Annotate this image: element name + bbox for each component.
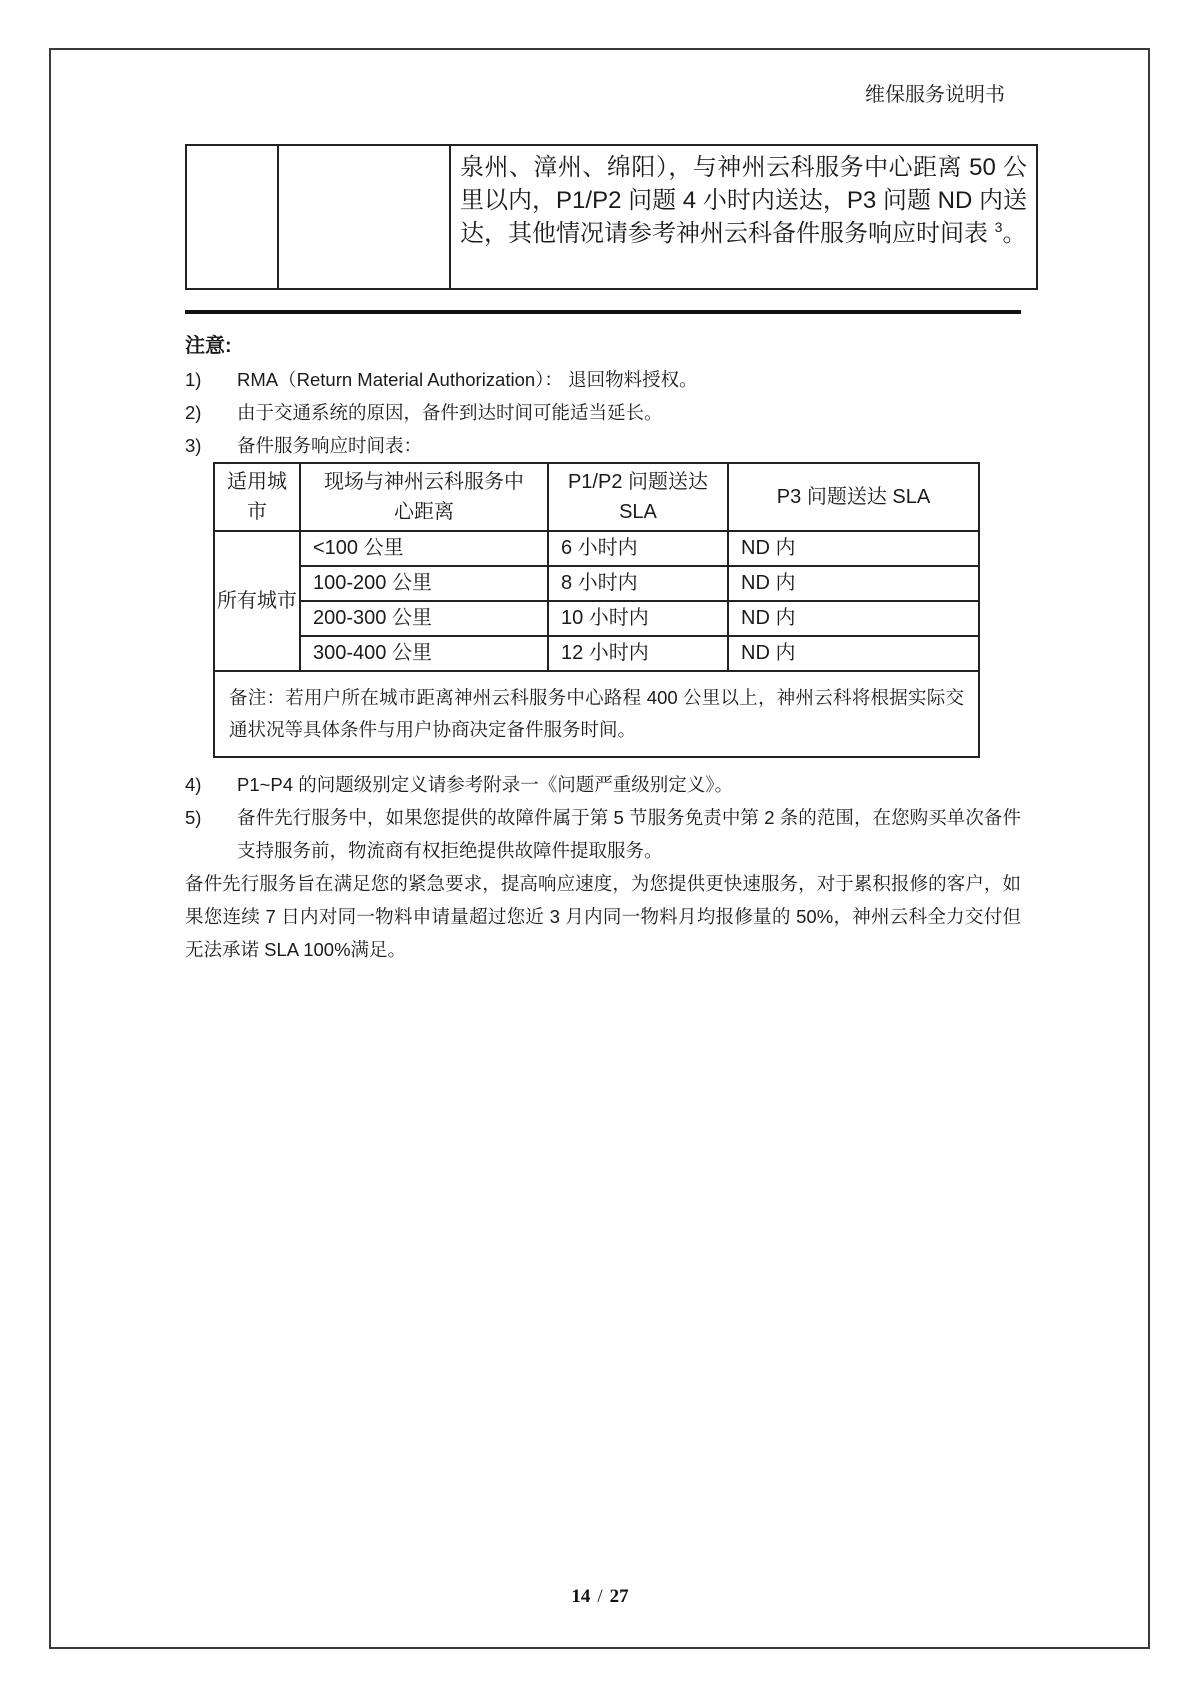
- list-item-3: [185, 429, 1021, 462]
- list-item-text: P1~P4 的问题级别定义请参考附录一《问题严重级别定义》。: [237, 774, 733, 795]
- page-number-total: 27: [609, 1586, 629, 1607]
- list-item-1: [185, 363, 1021, 396]
- list-item-text: 由于交通系统的原因，备件到达时间可能适当延长。: [237, 402, 663, 423]
- continuation-table: [185, 144, 1038, 290]
- distance-cell: <100 公里: [300, 531, 548, 566]
- column-header-distance: 现场与神州云科服务中心距离: [300, 463, 548, 531]
- p12-sla-cell: 8 小时内: [548, 566, 728, 601]
- list-item-4: [185, 768, 1021, 801]
- continuation-text-end: 。: [1002, 220, 1027, 247]
- footnote-ref: 3: [994, 219, 1003, 235]
- list-item-text: 备件服务响应时间表：: [237, 435, 423, 456]
- list-item-number: 5): [185, 807, 202, 828]
- list-item-2: [185, 396, 1021, 429]
- page-number-current: 14: [571, 1586, 591, 1607]
- list-item-number: 2): [185, 402, 202, 423]
- continuation-text: 泉州、漳州、绵阳），与神州云科服务中心距离 50 公里以内，P1/P2 问题 4 小时内送达，P3 问题 ND 内送达，其他情况请参考神州云科备件服务响应时间表: [460, 154, 1027, 247]
- p12-sla-cell: 12 小时内: [548, 636, 728, 671]
- list-item-number: 1): [185, 369, 202, 390]
- p3-sla-cell: ND 内: [728, 601, 979, 636]
- table-row: [214, 636, 979, 671]
- table-note: 备注：若用户所在城市距离神州云科服务中心路程 400 公里以上，神州云科将根据实际交通状况等具体条件与用户协商决定备件服务时间。: [214, 671, 979, 757]
- list-item-number: 3): [185, 435, 202, 456]
- list-item-number: 4): [185, 774, 202, 795]
- continuation-cell-empty-1: [186, 145, 278, 289]
- column-header-p3-sla: P3 问题送达 SLA: [728, 463, 979, 531]
- continuation-cell-empty-2: [278, 145, 450, 289]
- list-item-text: RMA（Return Material Authorization）： 退回物料授权。: [237, 369, 698, 390]
- p3-sla-cell: ND 内: [728, 636, 979, 671]
- distance-cell: 100-200 公里: [300, 566, 548, 601]
- distance-cell: 200-300 公里: [300, 601, 548, 636]
- sla-table: [213, 462, 980, 758]
- section-divider-rule: [185, 310, 1021, 314]
- closing-paragraph: 备件先行服务旨在满足您的紧急要求，提高响应速度，为您提供更快速服务，对于累积报修的客户，如果您连续 7 日内对同一物料申请量超过您近 3 月内同一物料月均报修量的 50%，神州云科全力交付但无法承诺 SLA 100%满足。: [185, 873, 1021, 960]
- table-header-row: [214, 463, 979, 531]
- table-row: [214, 566, 979, 601]
- distance-cell: 300-400 公里: [300, 636, 548, 671]
- notes-section: [185, 330, 1021, 966]
- table-row: [214, 601, 979, 636]
- column-header-p12-sla: P1/P2 问题送达 SLA: [548, 463, 728, 531]
- list-item-text: 备件先行服务中，如果您提供的故障件属于第 5 节服务免责中第 2 条的范围，在您购买单次备件支持服务前，物流商有权拒绝提供故障件提取服务。: [237, 807, 1021, 861]
- table-row: [186, 145, 1037, 289]
- p12-sla-cell: 10 小时内: [548, 601, 728, 636]
- column-header-city: 适用城市: [214, 463, 300, 531]
- continuation-cell-text: [450, 145, 1037, 289]
- p3-sla-cell: ND 内: [728, 531, 979, 566]
- p3-sla-cell: ND 内: [728, 566, 979, 601]
- notice-label: 注意:: [185, 335, 232, 357]
- city-cell: 所有城市: [214, 531, 300, 671]
- page-header-title: 维保服务说明书: [865, 84, 1005, 106]
- p12-sla-cell: 6 小时内: [548, 531, 728, 566]
- table-row: [214, 531, 979, 566]
- list-item-5: [185, 801, 1021, 867]
- table-note-row: [214, 671, 979, 757]
- page-number-separator: /: [597, 1586, 603, 1607]
- page-number: [0, 1586, 1200, 1608]
